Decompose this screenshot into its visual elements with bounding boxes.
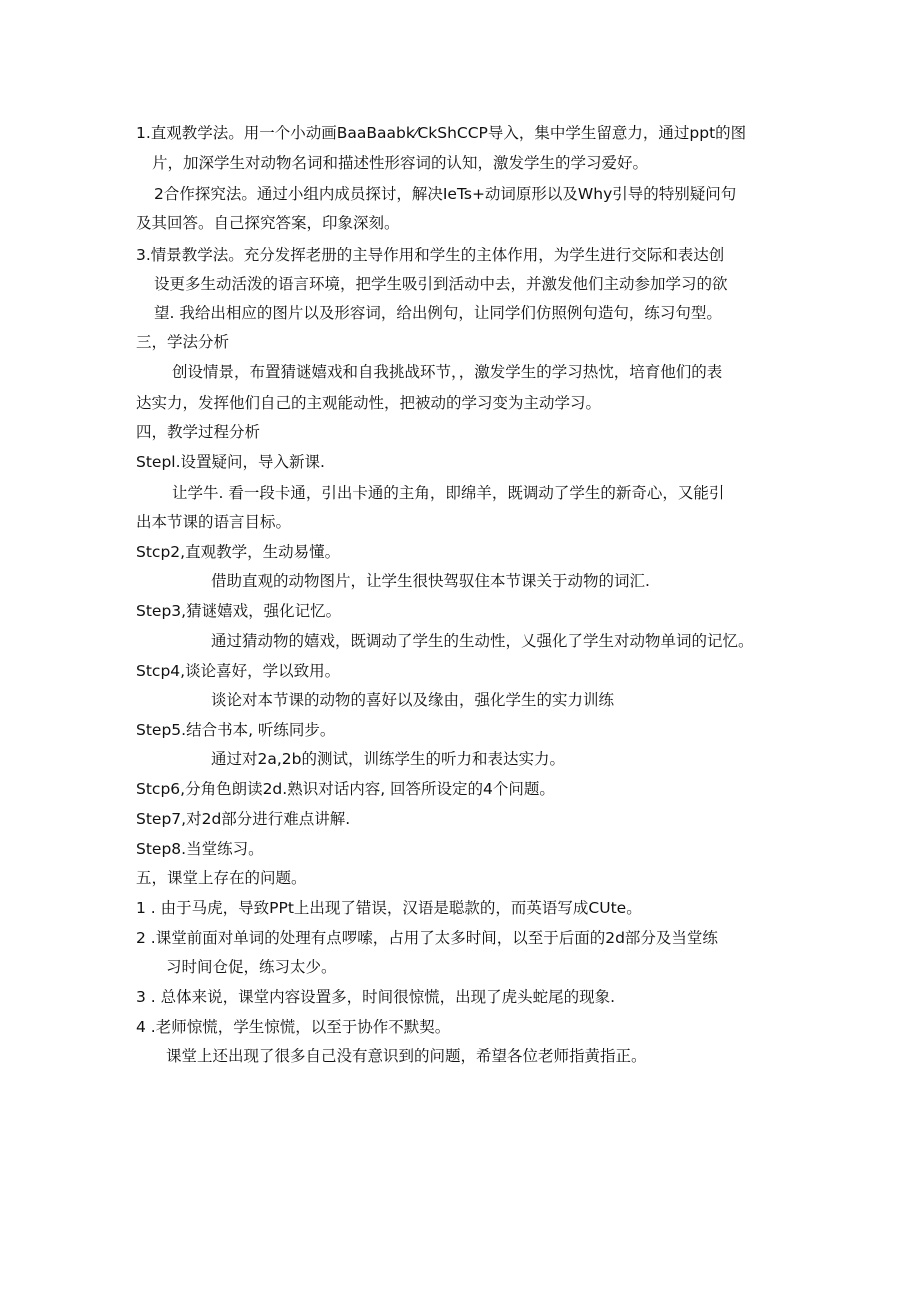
section-4-heading: 四，教学过程分析 [136, 423, 261, 441]
section-5-heading: 五，课堂上存在的问题。 [136, 869, 307, 887]
step-5-desc: 通过对2a,2b的测试，训练学生的听力和表达实力。 [211, 750, 565, 768]
learning-analysis-line-2: 达实力，发挥他们自己的主观能动性，把被动的学习变为主动学习。 [136, 394, 602, 412]
section-3-heading: 三，学法分析 [136, 333, 230, 351]
method-3-line-1: 3.情景教学法。充分发挥老册的主导作用和学生的主体作用，为学生进行交际和表达创 [136, 246, 725, 264]
step-2-desc: 借助直观的动物图片，让学生很快驾驭住本节课关于动物的词汇. [211, 572, 650, 590]
learning-analysis-line-1: 创设情景，布置猜谜嬉戏和自我挑战环节，，激发学生的学习热忱，培育他们的表 [172, 363, 723, 381]
method-1-line-1: 1.直观教学法。用一个小动画BaaBaabk⁄CkShCCP导入，集中学生留意力，通过ppt的图 [136, 124, 747, 142]
step-7-title: Step7,对2d部分进行难点讲解. [136, 810, 351, 828]
problem-2-line-1: 2 .课堂前面对单词的处理有点啰嗦，占用了太多时间，以至于后面的2d部分及当堂练 [136, 929, 718, 947]
method-3-line-3: 望. 我给出相应的图片以及形容词，给出例句，让同学们仿照例句造句，练习句型。 [154, 304, 722, 322]
problem-2-line-2: 习时间仓促，练习太少。 [166, 958, 337, 976]
step-4-title: Stcp4,谈论喜好，学以致用。 [136, 662, 341, 680]
step-3-title: Step3,猜谜嬉戏，强化记忆。 [136, 602, 342, 620]
step-2-title: Stcp2,直观教学，生动易懂。 [136, 543, 341, 561]
method-2-line-2: 及其回答。自己探究答案，印象深刻。 [136, 214, 400, 232]
method-3-line-2: 设更多生动活泼的语言环境，把学生吸引到活动中去，并激发他们主动参加学习的欲 [154, 275, 728, 293]
step-1-desc-line-1: 让学牛. 看一段卡通，引出卡通的主角，即绵羊，既调动了学生的新奇心，又能引 [172, 484, 725, 502]
step-1-desc-line-2: 出本节课的语言目标。 [136, 513, 292, 531]
problem-3: 3 . 总体来说，课堂内容设置多，时间很惊慌，出现了虎头蛇尾的现象. [136, 988, 616, 1006]
step-8-title: Step8.当堂练习。 [136, 840, 264, 858]
step-1-title: Stepl.设置疑问，导入新课. [136, 453, 325, 471]
step-5-title: Step5.结合书本, 听练同步。 [136, 721, 336, 739]
closing-remark: 课堂上还出现了很多自己没有意识到的问题，希望各位老师指黄指正。 [166, 1047, 647, 1065]
method-1-line-2: 片，加深学生对动物名词和描述性形容词的认知，激发学生的学习爱好。 [152, 154, 649, 172]
step-6-title: Stcp6,分角色朗读2d.熟识对话内容, 回答所设定的4个问题。 [136, 780, 555, 798]
method-2-line-1: 2合作探究法。通过小组内成员探讨，解决IeTs+动词原形以及Why引导的特别疑问句 [154, 185, 737, 203]
step-3-desc: 通过猜动物的嬉戏，既调动了学生的生动性，乂强化了学生对动物单词的记忆。 [211, 632, 754, 650]
problem-1: 1 . 由于马虎，导致PPt上出现了错误，汉语是聪款的，而英语写成CUte。 [136, 899, 642, 917]
step-4-desc: 谈论对本节课的动物的喜好以及缘由，强化学生的实力训练 [211, 691, 615, 709]
problem-4: 4 .老师惊慌，学生惊慌，以至于协作不默契。 [136, 1018, 451, 1036]
